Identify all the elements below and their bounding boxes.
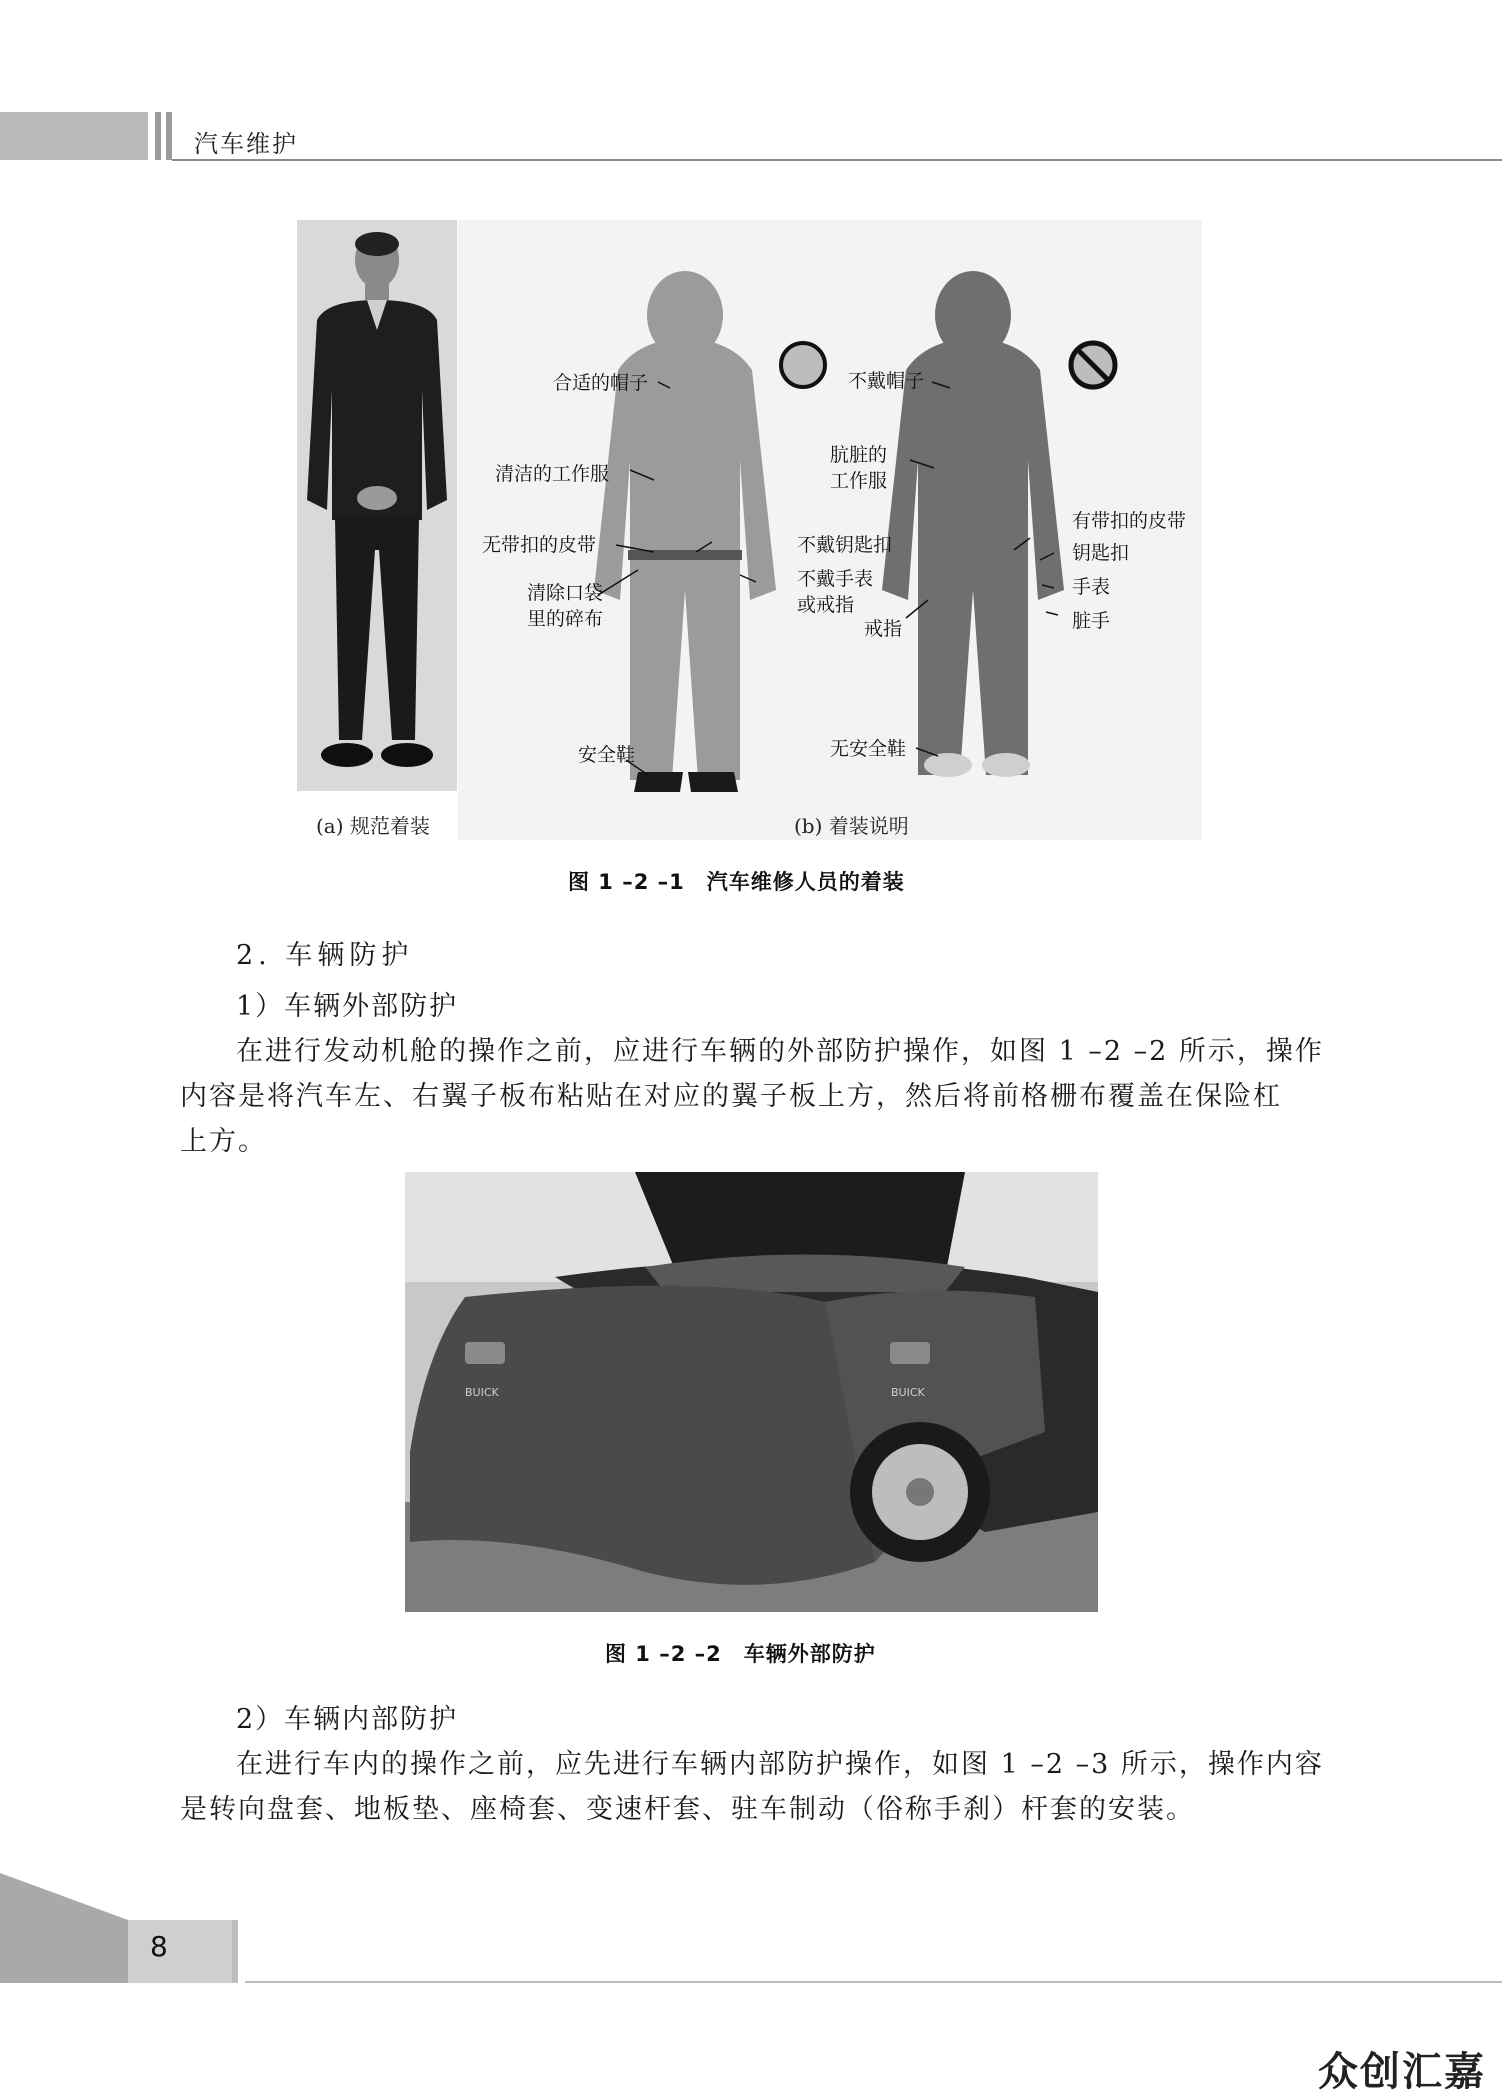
fender-cover-badge: BUICK — [465, 1386, 499, 1399]
paragraph-line: 是转向盘套、地板垫、座椅套、变速杆套、驻车制动（俗称手刹）杆套的安装。 — [180, 1794, 1195, 1825]
label-no-watch: 不戴手表 — [797, 568, 874, 590]
label-watch: 手表 — [1072, 576, 1111, 598]
header-block — [0, 112, 148, 160]
paragraph-line: 上方。 — [180, 1126, 267, 1157]
footer-rule — [245, 1981, 1502, 1983]
paragraph-line: 内容是将汽车左、右翼子板布粘贴在对应的翼子板上方，然后将前格栅布覆盖在保险杠 — [180, 1081, 1282, 1112]
person-photo — [297, 220, 457, 791]
label-clean-suit: 清洁的工作服 — [495, 463, 610, 485]
subsection-heading: 1）车辆外部防护 — [236, 991, 459, 1022]
label-no-buckle-belt: 无带扣的皮带 — [482, 534, 597, 556]
label-proper-hat: 合适的帽子 — [553, 372, 649, 394]
header-rule — [172, 159, 1502, 161]
label-keychain: 钥匙扣 — [1072, 542, 1130, 564]
label-ring: 戒指 — [864, 618, 903, 640]
label-no-watch: 或戒指 — [797, 594, 855, 616]
footer-decoration — [0, 1873, 128, 1983]
label-safety-shoes: 安全鞋 — [578, 744, 636, 766]
label-dirty-suit: 肮脏的 — [830, 444, 888, 466]
section-heading: 2. 车辆防护 — [236, 940, 414, 971]
page-number: 8 — [150, 1930, 168, 1963]
header-bar — [155, 112, 161, 160]
figure-subcaption-b: (b) 着装说明 — [794, 814, 909, 838]
label-dirty-hands: 脏手 — [1072, 610, 1111, 632]
watermark: 众创汇嘉 — [1318, 2049, 1486, 2095]
label-clear-pocket: 清除口袋 — [527, 582, 604, 604]
figure-caption: 图 1 –2 –1 汽车维修人员的着装 — [568, 870, 905, 894]
figure-caption: 图 1 –2 –2 车辆外部防护 — [605, 1642, 876, 1666]
header-bar — [166, 112, 172, 160]
paragraph-line: 在进行发动机舱的操作之前，应进行车辆的外部防护操作，如图 1 –2 –2 所示，操作 — [236, 1036, 1324, 1067]
car-photo — [405, 1172, 1098, 1612]
fender-cover-badge: BUICK — [891, 1386, 925, 1399]
figure-vehicle-protection-photo — [405, 1172, 1098, 1612]
figure-subcaption-a: (a) 规范着装 — [316, 814, 430, 838]
label-no-safety-shoes: 无安全鞋 — [830, 738, 907, 760]
label-dirty-suit: 工作服 — [830, 470, 888, 492]
footer-bar — [232, 1920, 238, 1983]
label-clear-pocket: 里的碎布 — [527, 608, 604, 630]
running-header-title: 汽车维护 — [194, 130, 298, 158]
label-buckle-belt: 有带扣的皮带 — [1072, 510, 1187, 532]
paragraph-line: 在进行车内的操作之前，应先进行车辆内部防护操作，如图 1 –2 –3 所示，操作内容 — [236, 1749, 1324, 1780]
label-no-keychain: 不戴钥匙扣 — [797, 534, 893, 556]
figure-photo-proper-attire — [297, 220, 457, 791]
subsection-heading: 2）车辆内部防护 — [236, 1704, 459, 1735]
label-no-hat: 不戴帽子 — [848, 370, 925, 392]
